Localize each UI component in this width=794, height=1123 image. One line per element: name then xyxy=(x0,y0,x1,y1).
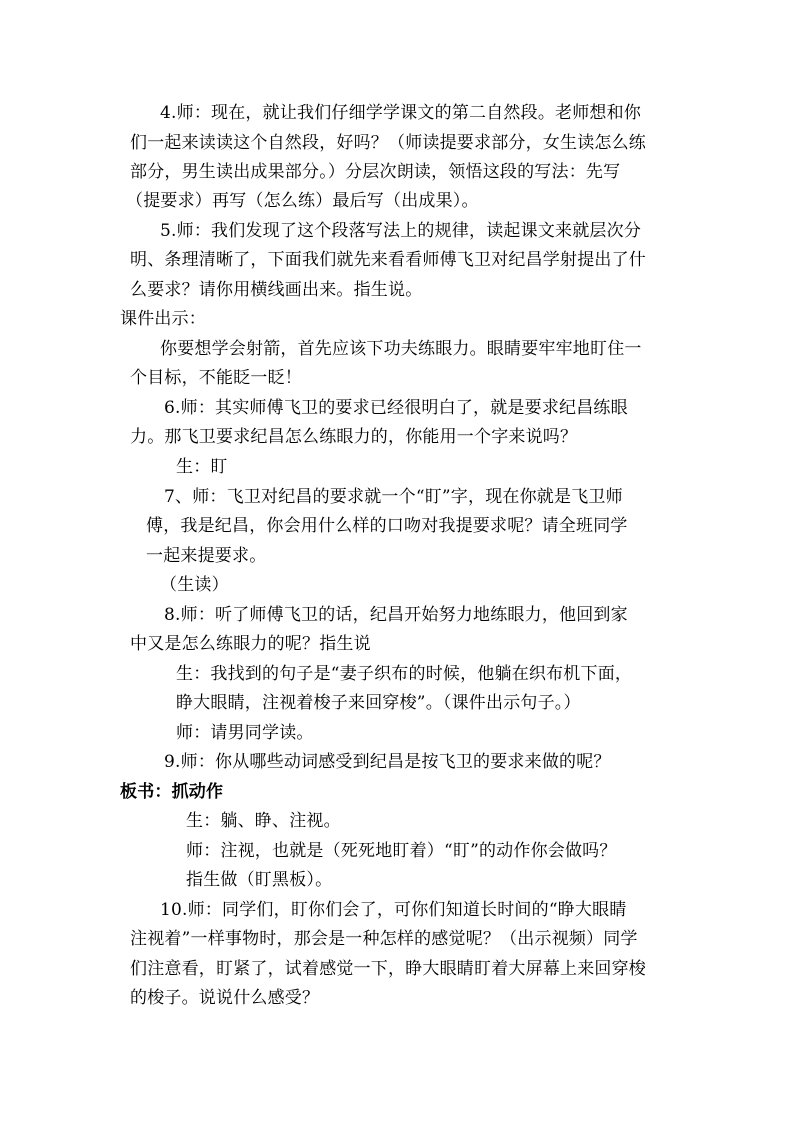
paragraph-7-line-1: 7、师：飞卫对纪昌的要求就一个“盯”字，现在你就是飞卫师 xyxy=(164,487,623,507)
paragraph-8-line-1: 8.师：听了师傅飞卫的话，纪昌开始努力地练眼力，他回到家 xyxy=(164,605,628,625)
courseware-quote-line-1: 你要想学会射箭，首先应该下功夫练眼力。眼睛要牢牢地盯住一 xyxy=(160,339,642,359)
blackboard-note: 板书：抓动作 xyxy=(120,782,224,802)
paragraph-5-line-3: 么要求？请你用横线画出来。指生说。 xyxy=(130,280,423,300)
student-read-note: （生读） xyxy=(160,575,229,595)
student-answer-ding: 生：盯 xyxy=(176,457,228,477)
paragraph-5-line-2: 明、条理清晰了，下面我们就先来看看师傅飞卫对纪昌学射提出了什 xyxy=(130,250,646,270)
student-verbs: 生：躺、睁、注视。 xyxy=(186,811,341,831)
paragraph-10-line-2: 注视着”一样事物时，那会是一种怎样的感觉呢？（出示视频）同学 xyxy=(130,929,638,949)
paragraph-7-line-2: 傅，我是纪昌，你会用什么样的口吻对我提要求呢？请全班同学 xyxy=(146,516,628,536)
courseware-quote-line-2: 个目标，不能眨一眨！ xyxy=(130,368,302,388)
paragraph-5-line-1: 5.师：我们发现了这个段落写法上的规律，读起课文来就层次分 xyxy=(160,221,642,241)
paragraph-10-line-4: 的梭子。说说什么感受？ xyxy=(130,988,320,1008)
teacher-stare-question: 师：注视，也就是（死死地盯着）“盯”的动作你会做吗？ xyxy=(186,841,617,861)
paragraph-9-line-1: 9.师：你从哪些动词感受到纪昌是按飞卫的要求来做的呢？ xyxy=(164,752,611,772)
courseware-label: 课件出示： xyxy=(120,309,206,329)
paragraph-7-line-3: 一起来提要求。 xyxy=(146,546,267,566)
paragraph-6-line-2: 力。那飞卫要求纪昌怎么练眼力的，你能用一个字来说吗？ xyxy=(130,427,578,447)
paragraph-4-line-2: 们一起来读读这个自然段，好吗？（师读提要求部分，女生读怎么练 xyxy=(130,133,646,153)
paragraph-10-line-1: 10.师：同学们，盯你们会了，可你们知道长时间的“睁大眼睛 xyxy=(160,900,627,920)
student-sentence-line-2: 睁大眼睛，注视着梭子来回穿梭”。（课件出示句子。） xyxy=(176,693,581,713)
teacher-boys-read: 师：请男同学读。 xyxy=(176,723,314,743)
student-sentence-line-1: 生：我找到的句子是“妻子织布的时候，他躺在织布机下面， xyxy=(176,664,633,684)
paragraph-4-line-3: 部分，男生读出成果部分。）分层次朗读，领悟这段的写法：先写 xyxy=(130,162,621,182)
paragraph-4-line-4: （提要求）再写（怎么练）最后写（出成果）。 xyxy=(126,191,479,211)
paragraph-4-line-1: 4.师：现在，就让我们仔细学学课文的第二自然段。老师想和你 xyxy=(160,103,642,123)
paragraph-8-line-2: 中又是怎么练眼力的呢？指生说 xyxy=(130,634,371,654)
paragraph-10-line-3: 们注意看，盯紧了，试着感觉一下，睁大眼睛盯着大屏幕上来回穿梭 xyxy=(130,959,646,979)
paragraph-6-line-1: 6.师：其实师傅飞卫的要求已经很明白了，就是要求纪昌练眼 xyxy=(164,398,628,418)
student-demonstration: 指生做（盯黑板）。 xyxy=(186,870,333,890)
